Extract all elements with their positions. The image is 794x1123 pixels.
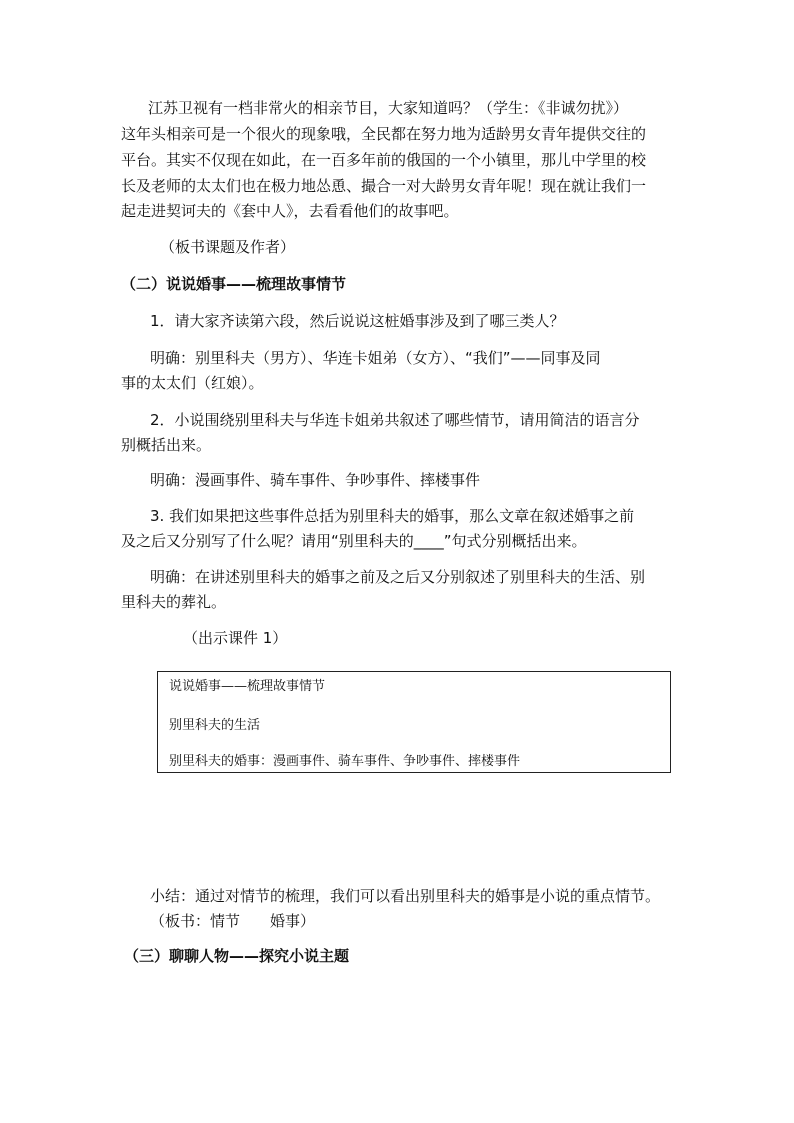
summary-board-note: （板书：情节 婚事） (150, 912, 316, 930)
answer-3-line-2: 里科夫的葬礼。 (121, 593, 227, 611)
intro-line-3: 平台。其实不仅现在如此，在一百多年前的俄国的一个小镇里，那儿中学里的校 (121, 151, 647, 169)
board-note-title-author: （板书课题及作者） (160, 238, 296, 256)
intro-line-5: 起走进契诃夫的《套中人》，去看看他们的故事吧。 (121, 202, 459, 220)
question-2-line-2: 别概括出来。 (121, 436, 212, 454)
section-3-heading: （三）聊聊人物——探究小说主题 (124, 947, 350, 965)
answer-2: 明确：漫画事件、骑车事件、争吵事件、摔楼事件 (150, 471, 481, 489)
intro-line-4: 长及老师的太太们也在极力地怂恿、撮合一对大龄男女青年呢！现在就让我们一 (121, 177, 647, 195)
courseware-note: （出示课件 1） (183, 629, 288, 647)
intro-line-1: 江苏卫视有一档非常火的相亲节目，大家知道吗？（学生：《非诚勿扰》） (148, 99, 629, 117)
slide-title: 说说婚事——梳理故事情节 (169, 679, 326, 694)
question-3-line-1: 3. 我们如果把这些事件总括为别里科夫的婚事，那么文章在叙述婚事之前 (150, 507, 635, 525)
intro-line-2: 这年头相亲可是一个很火的现象哦，全民都在努力地为适龄男女青年提供交往的 (121, 125, 647, 143)
slide-item-marriage: 别里科夫的婚事：漫画事件、骑车事件、争吵事件、摔楼事件 (169, 754, 521, 769)
section-2-heading: （二）说说婚事——梳理故事情节 (121, 275, 347, 293)
summary-line-1: 小结：通过对情节的梳理，我们可以看出别里科夫的婚事是小说的重点情节。 (150, 887, 661, 905)
question-3-line-2: 及之后又分别写了什么呢？请用“别里科夫的____”句式分别概括出来。 (121, 532, 587, 550)
slide-item-life: 别里科夫的生活 (169, 718, 261, 733)
courseware-slide-box (157, 671, 671, 773)
answer-3-line-1: 明确：在讲述别里科夫的婚事之前及之后又分别叙述了别里科夫的生活、别 (150, 568, 646, 586)
question-1: 1．请大家齐读第六段，然后说说这桩婚事涉及到了哪三类人？ (150, 312, 565, 330)
question-2-line-1: 2．小说围绕别里科夫与华连卡姐弟共叙述了哪些情节，请用简洁的语言分 (150, 411, 640, 429)
answer-1-line-1: 明确：别里科夫（男方）、华连卡姐弟（女方）、“我们”——同事及同 (150, 349, 601, 367)
answer-1-line-2: 事的太太们（红娘）。 (121, 374, 264, 392)
